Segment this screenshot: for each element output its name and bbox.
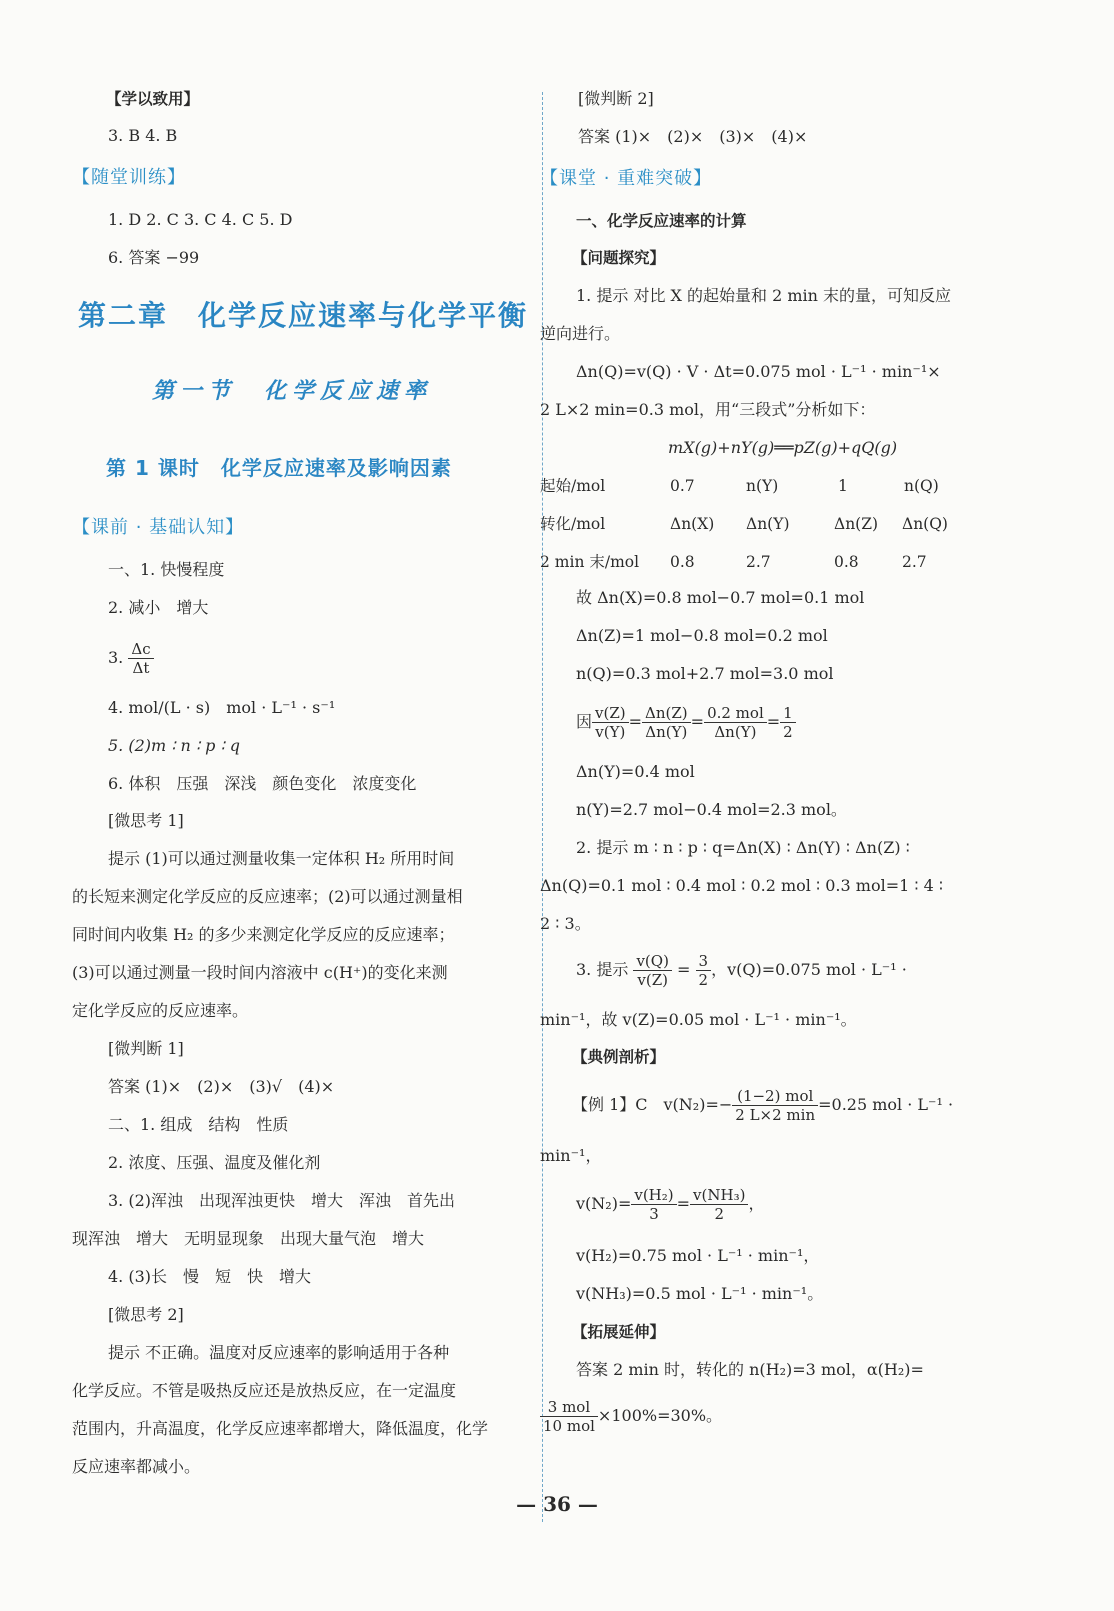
text: v(N₂)= xyxy=(576,1194,632,1213)
table-cell: Δn(Q) xyxy=(902,515,948,533)
fraction xyxy=(690,1186,748,1223)
think-1-line-5: 定化学反应的反应速率。 xyxy=(72,1001,249,1020)
text: =0.25 mol · L⁻¹ · xyxy=(818,1095,954,1114)
apply-header: 【学以致用】 xyxy=(106,90,200,108)
fraction xyxy=(704,704,767,741)
extend-line-2 xyxy=(540,1394,722,1438)
text: ， xyxy=(748,1194,765,1213)
table-cell: n(Y) xyxy=(746,477,779,495)
practice-header: 【随堂训练】 xyxy=(72,167,186,188)
table-cell: Δn(Z) xyxy=(834,515,879,533)
think-1-line-2: 的长短来测定化学反应的反应速率；(2)可以通过测量相 xyxy=(72,887,463,906)
frac-num: (1−2) mol xyxy=(732,1087,818,1106)
example-header: 【典例剖析】 xyxy=(572,1048,666,1066)
calc-title: 一、化学反应速率的计算 xyxy=(576,212,747,230)
judge-2-header: [微判断 2] xyxy=(578,89,654,108)
fraction xyxy=(631,1186,676,1223)
table-cell: 2 min 末/mol xyxy=(540,553,640,571)
text: ×100%=30%。 xyxy=(597,1406,723,1425)
table-cell: 2.7 xyxy=(902,553,927,571)
calc-line-5: Δn(Y)=0.4 mol xyxy=(576,762,695,781)
item-4: 4. mol/(L · s) mol · L⁻¹ · s⁻¹ xyxy=(108,698,336,717)
text: ，v(Q)=0.075 mol · L⁻¹ · xyxy=(711,960,907,979)
think-2-line-4: 反应速率都减小。 xyxy=(72,1457,201,1476)
part2-item-2: 2. 浓度、压强、温度及催化剂 xyxy=(108,1153,321,1172)
frac-den: Δn(Y) xyxy=(714,723,757,741)
example-1-line-5: v(NH₃)=0.5 mol · L⁻¹ · min⁻¹。 xyxy=(576,1284,824,1303)
table-cell: Δn(Y) xyxy=(746,515,790,533)
judge-1-answer: 答案 (1)× (2)× (3)√ (4)× xyxy=(108,1077,335,1096)
calc-line-1: 故 Δn(X)=0.8 mol−0.7 mol=0.1 mol xyxy=(576,588,865,607)
fraction xyxy=(540,1398,598,1435)
fraction xyxy=(696,952,712,989)
p1-line-2: 逆向进行。 xyxy=(540,324,621,343)
table-cell: 起始/mol xyxy=(540,477,606,495)
equation: mX(g)+nY(g)══pZ(g)+qQ(g) xyxy=(668,438,898,457)
frac-num: v(Q) xyxy=(633,952,671,971)
fraction xyxy=(780,704,796,741)
fraction xyxy=(633,952,671,989)
practice-answers: 1. D 2. C 3. C 4. C 5. D xyxy=(108,210,293,229)
part2-item-3-line-1: 3. (2)浑浊 出现浑浊更快 增大 浑浊 首先出 xyxy=(108,1191,456,1210)
frac-den: v(Y) xyxy=(595,723,626,741)
frac-num: Δn(Z) xyxy=(642,704,691,723)
pre-class-header: 【课前 · 基础认知】 xyxy=(72,517,245,538)
part2-item-4: 4. (3)长 慢 短 快 增大 xyxy=(108,1267,312,1286)
table-cell: n(Q) xyxy=(904,477,939,495)
frac-num: 0.2 mol xyxy=(704,704,767,723)
text: 3. 提示 xyxy=(576,960,629,979)
frac-num: v(H₂) xyxy=(631,1186,676,1205)
p2-line-2: Δn(Q)=0.1 mol ∶ 0.4 mol ∶ 0.2 mol ∶ 0.3 mol=1 ∶ 4 ∶ xyxy=(540,876,944,895)
p1-line-1: 1. 提示 对比 X 的起始量和 2 min 末的量，可知反应 xyxy=(576,286,952,305)
explore-header: 【问题探究】 xyxy=(572,249,666,267)
text: 因 xyxy=(576,712,593,731)
page-number: — 36 — xyxy=(516,1492,598,1516)
calc-line-2: Δn(Z)=1 mol−0.8 mol=0.2 mol xyxy=(576,626,828,645)
item-5: 5. (2)m ∶ n ∶ p ∶ q xyxy=(108,736,240,755)
extend-header: 【拓展延伸】 xyxy=(572,1323,666,1341)
frac-num: 3 xyxy=(696,952,712,971)
item-3-label: 3. xyxy=(108,648,124,667)
frac-den: 2 L×2 min xyxy=(735,1106,816,1124)
table-cell: 1 xyxy=(838,477,848,495)
fraction xyxy=(732,1087,818,1124)
frac-den: 3 xyxy=(649,1205,659,1223)
think-2-line-3: 范围内，升高温度，化学反应速率都增大，降低温度，化学 xyxy=(72,1419,489,1438)
fraction xyxy=(642,704,691,741)
calc-line-3: n(Q)=0.3 mol+2.7 mol=3.0 mol xyxy=(576,664,834,683)
right-column xyxy=(540,0,1026,1540)
section-title: 第一节 化学反应速率 xyxy=(152,378,433,404)
frac-den: 2 xyxy=(714,1205,724,1223)
table-cell: 2.7 xyxy=(746,553,771,571)
column-divider xyxy=(542,92,543,1522)
table-cell: 0.7 xyxy=(670,477,695,495)
three-stage-table xyxy=(540,475,1010,575)
apply-answers: 3. B 4. B xyxy=(108,126,178,145)
item-1: 一、1. 快慢程度 xyxy=(108,560,225,579)
fraction-dc-dt xyxy=(128,640,153,677)
frac-num: Δc xyxy=(128,640,153,659)
think-1-line-1: 提示 (1)可以通过测量收集一定体积 H₂ 所用时间 xyxy=(108,849,455,868)
chapter-title: 第二章 化学反应速率与化学平衡 xyxy=(78,299,529,332)
think-2-line-2: 化学反应。不管是吸热反应还是放热反应，在一定温度 xyxy=(72,1381,457,1400)
lesson-title: 第 1 课时 化学反应速率及影响因素 xyxy=(106,456,452,480)
table-cell: 0.8 xyxy=(834,553,859,571)
practice-answer-6: 6. 答案 −99 xyxy=(108,248,200,267)
example-1-line-4: v(H₂)=0.75 mol · L⁻¹ · min⁻¹， xyxy=(576,1246,820,1265)
frac-den: 2 xyxy=(783,723,793,741)
item-6: 6. 体积 压强 深浅 颜色变化 浓度变化 xyxy=(108,774,417,793)
frac-den: Δn(Y) xyxy=(645,723,688,741)
think-2-line-1: 提示 不正确。温度对反应速率的影响适用于各种 xyxy=(108,1343,450,1362)
p2-line-3: 2 ∶ 3。 xyxy=(540,914,591,933)
judge-2-answer: 答案 (1)× (2)× (3)× (4)× xyxy=(578,127,808,146)
example-1-line-3: v(N₂)= $\frac{\text{v(H₂)}}{3}$ = $\frac{\text{v(NH₃)}}{2}$ ， xyxy=(576,1186,765,1223)
frac-den: 10 mol xyxy=(543,1417,595,1435)
table-cell: Δn(X) xyxy=(670,515,715,533)
frac-num: 1 xyxy=(780,704,796,723)
calc-line-6: n(Y)=2.7 mol−0.4 mol=2.3 mol。 xyxy=(576,800,847,819)
frac-den: v(Z) xyxy=(637,971,668,989)
item-3 xyxy=(108,636,154,680)
calc-line-ratio: 因 $\frac{v(Z)}{v(Y)}$ = $\frac{\Delta n(Z)}{\Delta n(Y)}$ = $\frac{\text{0.2 mol}}{\Delta n(Y)}$ = $\frac{1}{2}$ xyxy=(576,700,796,744)
part2-item-3-line-2: 现浑浊 增大 无明显现象 出现大量气泡 增大 xyxy=(72,1229,425,1248)
class-header: 【课堂 · 重难突破】 xyxy=(540,168,713,189)
p2-line-1: 2. 提示 m ∶ n ∶ p ∶ q=Δn(X) ∶ Δn(Y) ∶ Δn(Z) ∶ xyxy=(576,838,910,857)
p3-line-2: min⁻¹，故 v(Z)=0.05 mol · L⁻¹ · min⁻¹。 xyxy=(540,1010,857,1029)
p3-line-1: 3. 提示 $\frac{v(Q)}{v(Z)}$ = $\frac{3}{2}$ ，v(Q)=0.075 mol · L⁻¹ · xyxy=(576,952,907,989)
judge-1-header: [微判断 1] xyxy=(108,1039,184,1058)
table-cell: 0.8 xyxy=(670,553,695,571)
item-2: 2. 减小 增大 xyxy=(108,598,209,617)
p1-line-3: Δn(Q)=v(Q) · V · Δt=0.075 mol · L⁻¹ · min⁻¹× xyxy=(576,362,941,381)
left-column xyxy=(72,0,534,1540)
frac-den: Δt xyxy=(132,659,150,677)
p1-line-4: 2 L×2 min=0.3 mol，用“三段式”分析如下： xyxy=(540,400,876,419)
think-1-line-3: 同时间内收集 H₂ 的多少来测定化学反应的反应速率； xyxy=(72,925,455,944)
fraction xyxy=(592,704,629,741)
think-1-line-4: (3)可以通过测量一段时间内溶液中 c(H⁺)的变化来测 xyxy=(72,963,448,982)
example-1-line-2: min⁻¹， xyxy=(540,1146,602,1165)
think-2-header: [微思考 2] xyxy=(108,1305,184,1324)
extend-line-1: 答案 2 min 时，转化的 n(H₂)=3 mol，α(H₂)= xyxy=(576,1360,924,1379)
text: 【例 1】C v(N₂)=− xyxy=(572,1095,733,1114)
frac-den: 2 xyxy=(698,971,709,989)
frac-num: 3 mol xyxy=(540,1398,598,1417)
part2-item-1: 二、1. 组成 结构 性质 xyxy=(108,1115,289,1134)
example-1-line-1 xyxy=(572,1083,953,1127)
frac-num: v(NH₃) xyxy=(690,1186,748,1205)
frac-num: v(Z) xyxy=(592,704,629,723)
think-1-header: [微思考 1] xyxy=(108,811,184,830)
table-cell: 转化/mol xyxy=(540,515,606,533)
